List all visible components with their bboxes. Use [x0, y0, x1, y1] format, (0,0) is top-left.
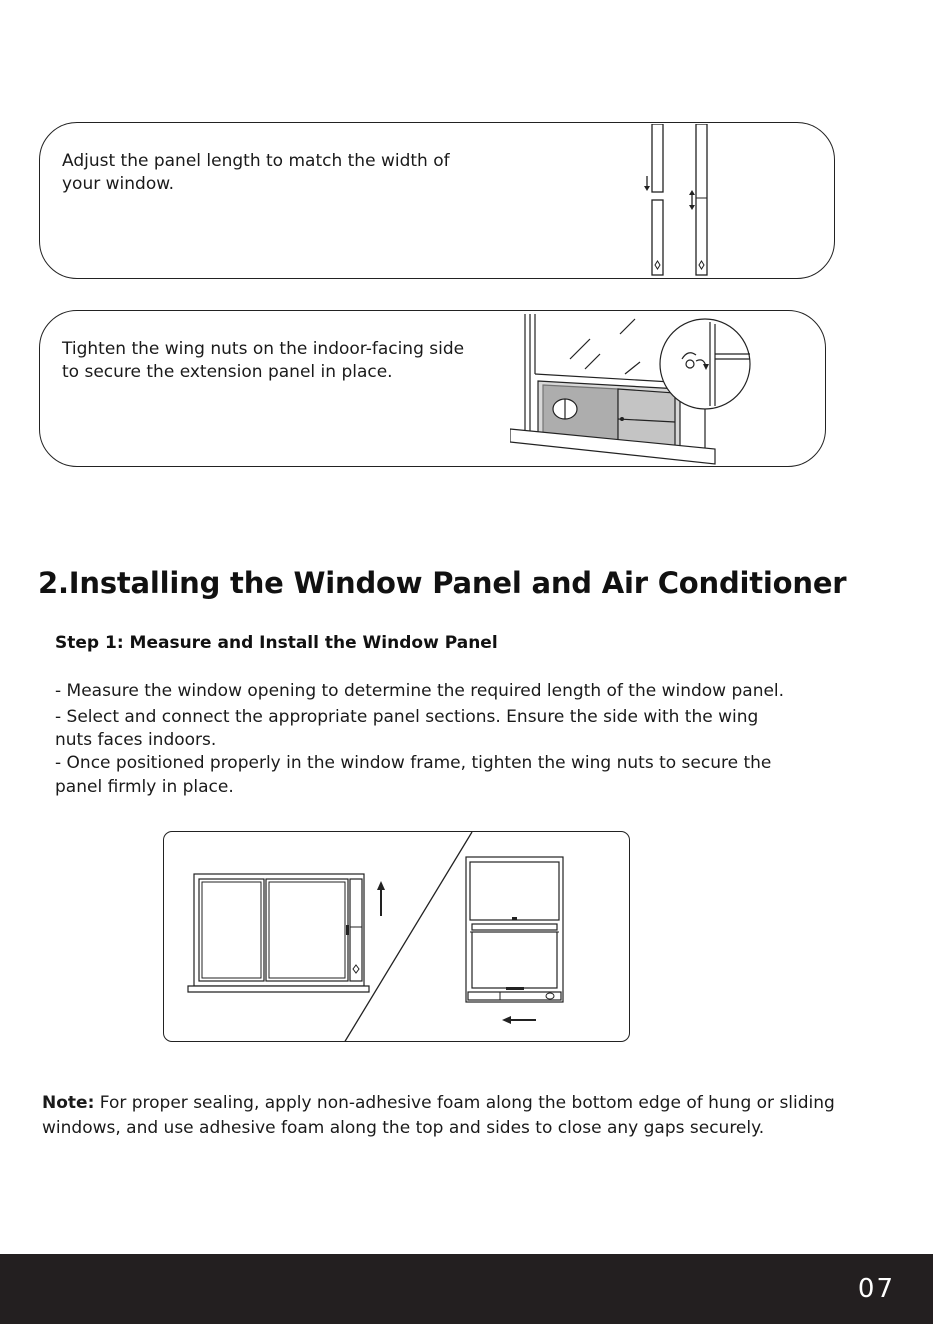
instruction-card-adjust-length — [39, 122, 835, 279]
section-title: 2.Installing the Window Panel and Air Conditioner — [38, 566, 847, 600]
step-line: panel firmly in place. — [55, 777, 234, 797]
note-text: For proper sealing, apply non-adhesive foam along the bottom edge of hung or sliding windows, and use adhesive foam along the top and sides to close any gaps securely. — [42, 1093, 835, 1138]
card-text: Tighten the wing nuts on the indoor-facing side to secure the extension panel in place. — [62, 339, 465, 382]
page-footer — [0, 1254, 933, 1324]
window-install-figure — [163, 831, 630, 1042]
step-line: - Select and connect the appropriate panel sections. Ensure the side with the wing — [55, 707, 759, 727]
wing-nut-illustration — [510, 314, 760, 466]
step-line: - Once positioned properly in the window frame, tighten the wing nuts to secure the — [55, 753, 772, 773]
note-paragraph — [42, 1091, 902, 1141]
panel-length-illustration — [637, 124, 717, 278]
note-label: Note: — [42, 1093, 95, 1113]
card-text: Adjust the panel length to match the width of your window. — [62, 151, 450, 194]
instruction-card-wing-nuts — [39, 310, 826, 467]
step-line: nuts faces indoors. — [55, 730, 217, 750]
window-install-illustration — [164, 832, 630, 1042]
step-title: Step 1: Measure and Install the Window Panel — [55, 633, 498, 653]
step-line: - Measure the window opening to determine the required length of the window panel. — [55, 681, 785, 701]
page-number: 07 — [857, 1274, 895, 1304]
